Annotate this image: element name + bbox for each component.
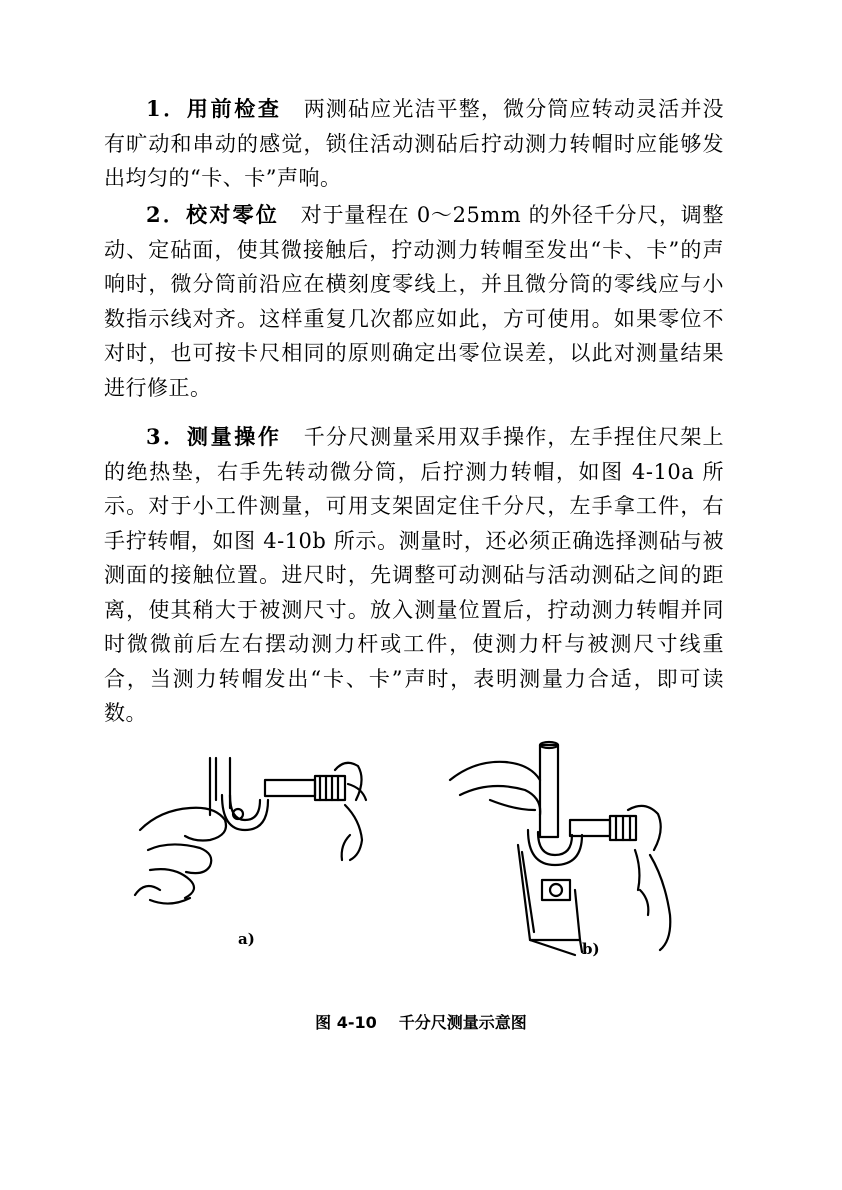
paragraph-text: 对于量程在 0～25mm 的外径千分尺，调整动、定砧面，使其微接触后，拧动测力转帽至发出“卡、卡”的声响时，微分筒前沿应在横刻度零线上，并且微分筒的零线应与小数指示线对齐。这样重复几次都应如此，方可使用。如果零位不对时，也可按卡尺相同的原则确定出零位误差，以此对测量结果进行修正。 [104, 203, 724, 400]
paragraph-heading: 1．用前检查 [146, 96, 282, 121]
micrometer-illustration [130, 740, 720, 970]
figure-a-drawing [135, 758, 366, 904]
paragraph-measurement-operation [104, 420, 724, 731]
figure-caption-number: 图 4-10 [315, 1013, 377, 1032]
figure-b-drawing [450, 742, 670, 955]
paragraph-heading: 3．测量操作 [146, 424, 282, 449]
figure-caption-title: 千分尺测量示意图 [398, 1013, 527, 1032]
paragraph-zero-calibration [104, 198, 724, 405]
paragraph-precheck [104, 92, 724, 196]
paragraph-text: 两测砧应光洁平整，微分筒应转动灵活并没有旷动和串动的感觉，锁住活动测砧后拧动测力转帽时应能够发出均匀的“卡、卡”声响。 [104, 97, 724, 190]
figure-a-label: a) [238, 930, 255, 948]
figure-caption [0, 1010, 842, 1033]
paragraph-text: 千分尺测量采用双手操作，左手捏住尺架上的绝热垫，右手先转动微分筒，后拧测力转帽，如图 4-10a 所示。对于小工件测量，可用支架固定住千分尺，左手拿工件，右手拧转帽，如图 4-10b 所示。测量时，还必须正确选择测砧与被测面的接触位置。进尺时，先调整可动测砧与活动测砧之间的距离，使其稍大于被测尺寸。放入测量位置后，拧动测力转帽并同时微微前后左右摆动测力杆或工件，使测力杆与被测尺寸线重合，当测力转帽发出“卡、卡”声时，表明测量力合适，即可读数。 [104, 425, 724, 725]
paragraph-heading: 2．校对零位 [146, 202, 280, 227]
figure-b-label: b) [582, 940, 600, 958]
